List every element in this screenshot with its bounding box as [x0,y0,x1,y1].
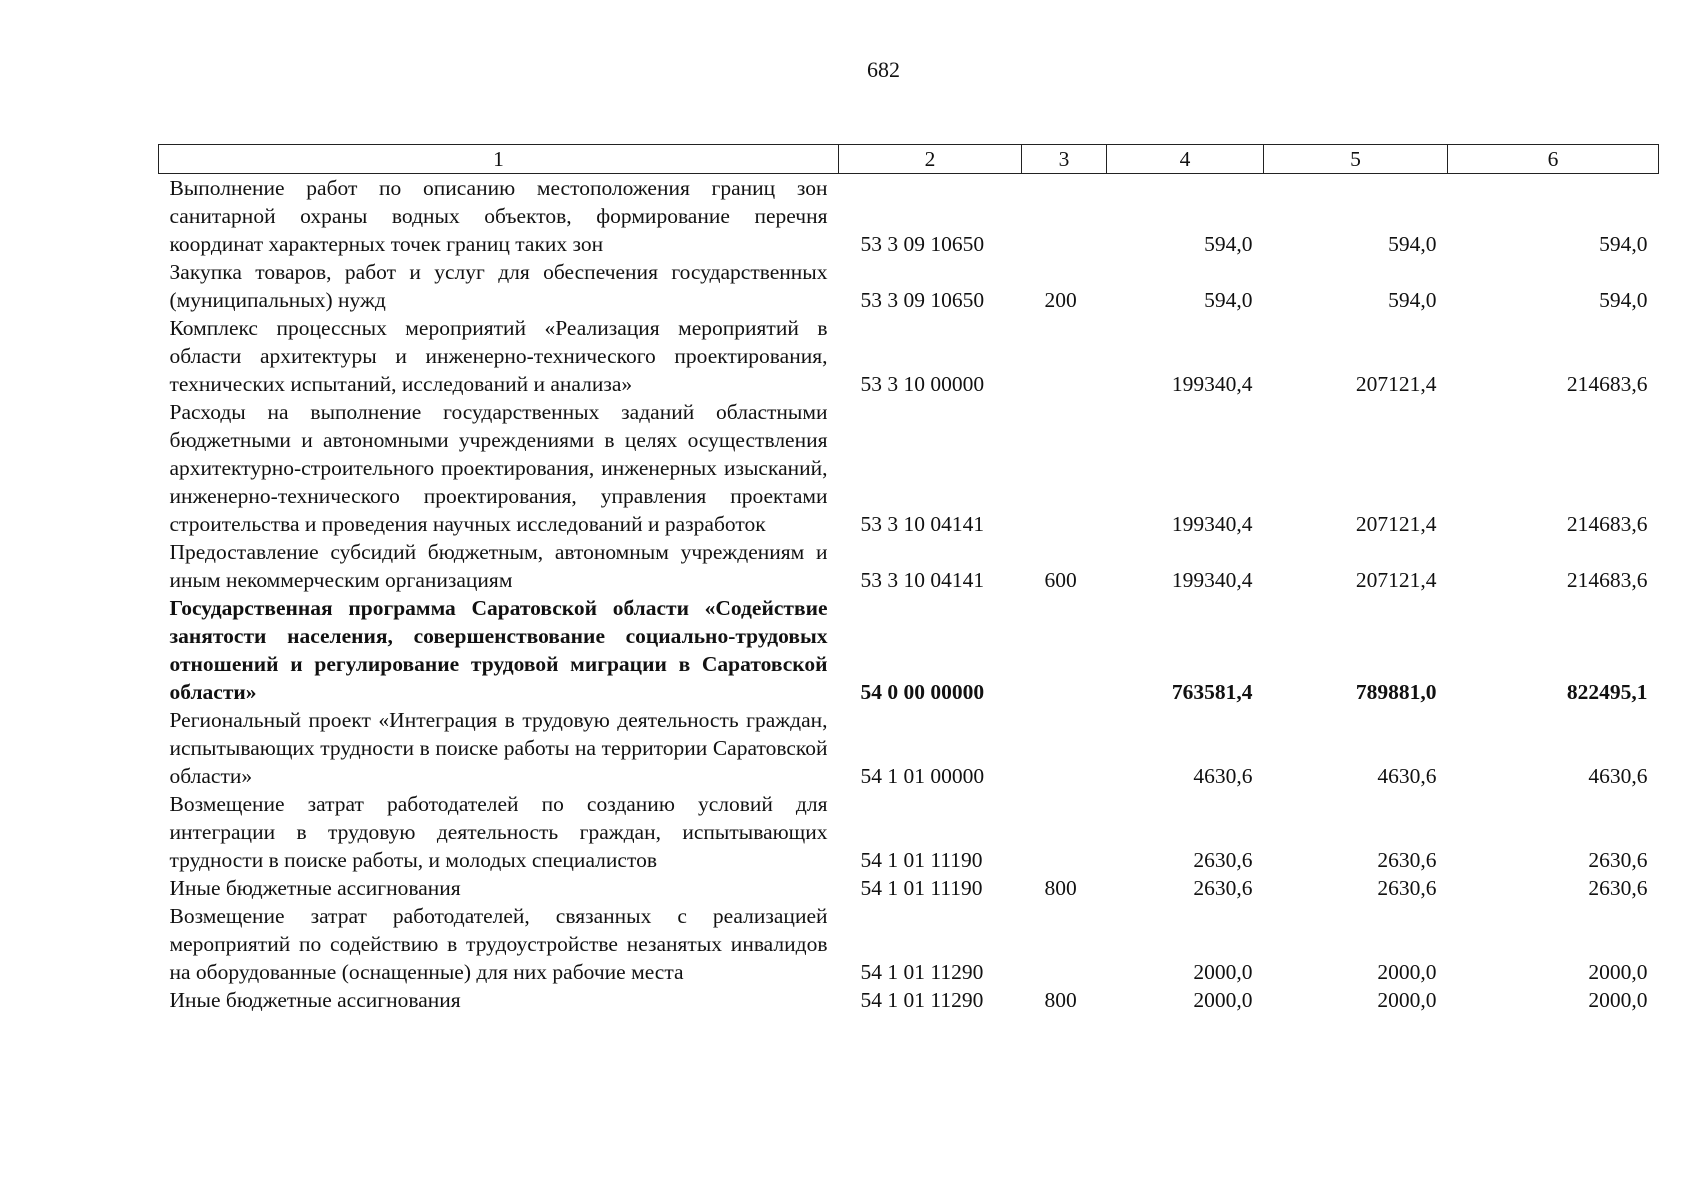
table-body [159,174,1659,1015]
row-value-col5: 2630,6 [1377,876,1437,900]
row-value-col6: 594,0 [1599,232,1648,256]
row-value-col5: 2000,0 [1377,988,1437,1012]
row-name: Возмещение затрат работодателей, связанных с реализацией мероприятий по содействию в трудоустройстве незанятых инвалидов на оборудованные (оснащенные) для них рабочие места [169,904,828,984]
row-value-col6: 594,0 [1599,288,1648,312]
row-expense-type [1022,174,1107,259]
row-value-col5: 207121,4 [1355,512,1437,536]
row-expense-type [1022,902,1107,986]
table-row [159,538,1659,594]
row-value-col4: 4630,6 [1193,764,1253,788]
row-value-col5: 207121,4 [1355,372,1437,396]
table-row [159,874,1659,902]
column-header: 2 [839,145,1022,174]
row-expense-type [1022,594,1107,706]
table-row [159,398,1659,538]
row-name: Выполнение работ по описанию местоположения границ зон санитарной охраны водных объектов, формирование перечня координат характерных точек границ таких зон [169,176,828,256]
row-name: Региональный проект «Интеграция в трудовую деятельность граждан, испытывающих трудности в поиске работы на территории Саратовской области» [169,708,828,788]
row-name: Комплекс процессных мероприятий «Реализация мероприятий в области архитектуры и инженерно-технического проектирования, технических испытаний, исследований и анализа» [169,316,828,396]
row-expense-type [1022,314,1107,398]
row-value-col4: 199340,4 [1171,512,1253,536]
row-name: Иные бюджетные ассигнования [169,988,461,1012]
row-value-col5: 207121,4 [1355,568,1437,592]
row-name: Закупка товаров, работ и услуг для обеспечения государственных (муниципальных) нужд [169,260,828,312]
row-value-col6: 214683,6 [1566,568,1648,592]
row-value-col5: 789881,0 [1355,680,1437,704]
row-code: 53 3 10 00000 [860,372,985,396]
row-code: 54 1 01 11290 [860,988,984,1012]
header-row [159,145,1659,174]
row-code: 54 0 00 00000 [860,680,985,704]
row-expense-type [1022,398,1107,538]
column-header: 6 [1448,145,1659,174]
budget-table [158,144,1659,1014]
row-value-col6: 2630,6 [1588,876,1648,900]
row-value-col5: 2630,6 [1377,848,1437,872]
row-name: Иные бюджетные ассигнования [169,876,461,900]
row-name: Предоставление субсидий бюджетным, автономным учреждениям и иным некоммерческим организациям [169,540,828,592]
table-row [159,594,1659,706]
row-value-col4: 594,0 [1204,232,1253,256]
row-value-col5: 2000,0 [1377,960,1437,984]
row-value-col5: 594,0 [1388,288,1437,312]
row-value-col6: 2000,0 [1588,988,1648,1012]
row-expense-type: 800 [1044,876,1077,900]
row-value-col6: 822495,1 [1566,680,1648,704]
row-value-col4: 2630,6 [1193,848,1253,872]
row-code: 53 3 10 04141 [860,512,985,536]
row-value-col5: 4630,6 [1377,764,1437,788]
row-code: 53 3 09 10650 [860,232,985,256]
row-value-col4: 199340,4 [1171,568,1253,592]
row-name: Расходы на выполнение государственных заданий областными бюджетными и автономными учреждениями в целях осуществления архитектурно-строительного проектирования, инженерных изысканий, инженерно-технического проектирования, управления проектами строительства и проведения научных исследований и разработок [169,400,828,536]
table-row [159,706,1659,790]
table-header [159,145,1659,174]
row-value-col6: 214683,6 [1566,372,1648,396]
row-name: Государственная программа Саратовской области «Содействие занятости населения, совершенствование социально-трудовых отношений и регулирование трудовой миграции в Саратовской области» [169,596,828,704]
row-code: 54 1 01 11190 [860,876,983,900]
row-code: 53 3 10 04141 [860,568,985,592]
table-row [159,314,1659,398]
table-row [159,902,1659,986]
table-row [159,174,1659,259]
row-value-col6: 2000,0 [1588,960,1648,984]
row-name: Возмещение затрат работодателей по созданию условий для интеграции в трудовую деятельность граждан, испытывающих трудности в поиске работы, и молодых специалистов [169,792,828,872]
row-code: 54 1 01 11290 [860,960,984,984]
row-expense-type [1022,790,1107,874]
row-value-col4: 2000,0 [1193,988,1253,1012]
row-code: 54 1 01 00000 [860,764,985,788]
column-header: 5 [1264,145,1448,174]
row-value-col4: 763581,4 [1171,680,1253,704]
row-value-col4: 199340,4 [1171,372,1253,396]
table-row [159,986,1659,1014]
row-expense-type: 600 [1044,568,1077,592]
row-expense-type: 800 [1044,988,1077,1012]
table-row [159,258,1659,314]
column-header: 4 [1107,145,1264,174]
row-value-col6: 4630,6 [1588,764,1648,788]
row-value-col4: 2000,0 [1193,960,1253,984]
row-expense-type: 200 [1044,288,1077,312]
row-value-col6: 2630,6 [1588,848,1648,872]
row-value-col6: 214683,6 [1566,512,1648,536]
page-number: 682 [867,57,900,82]
row-value-col4: 2630,6 [1193,876,1253,900]
row-code: 53 3 09 10650 [860,288,985,312]
table-row [159,790,1659,874]
column-header: 1 [159,145,839,174]
row-code: 54 1 01 11190 [860,848,983,872]
row-value-col4: 594,0 [1204,288,1253,312]
row-value-col5: 594,0 [1388,232,1437,256]
row-expense-type [1022,706,1107,790]
column-header: 3 [1022,145,1107,174]
